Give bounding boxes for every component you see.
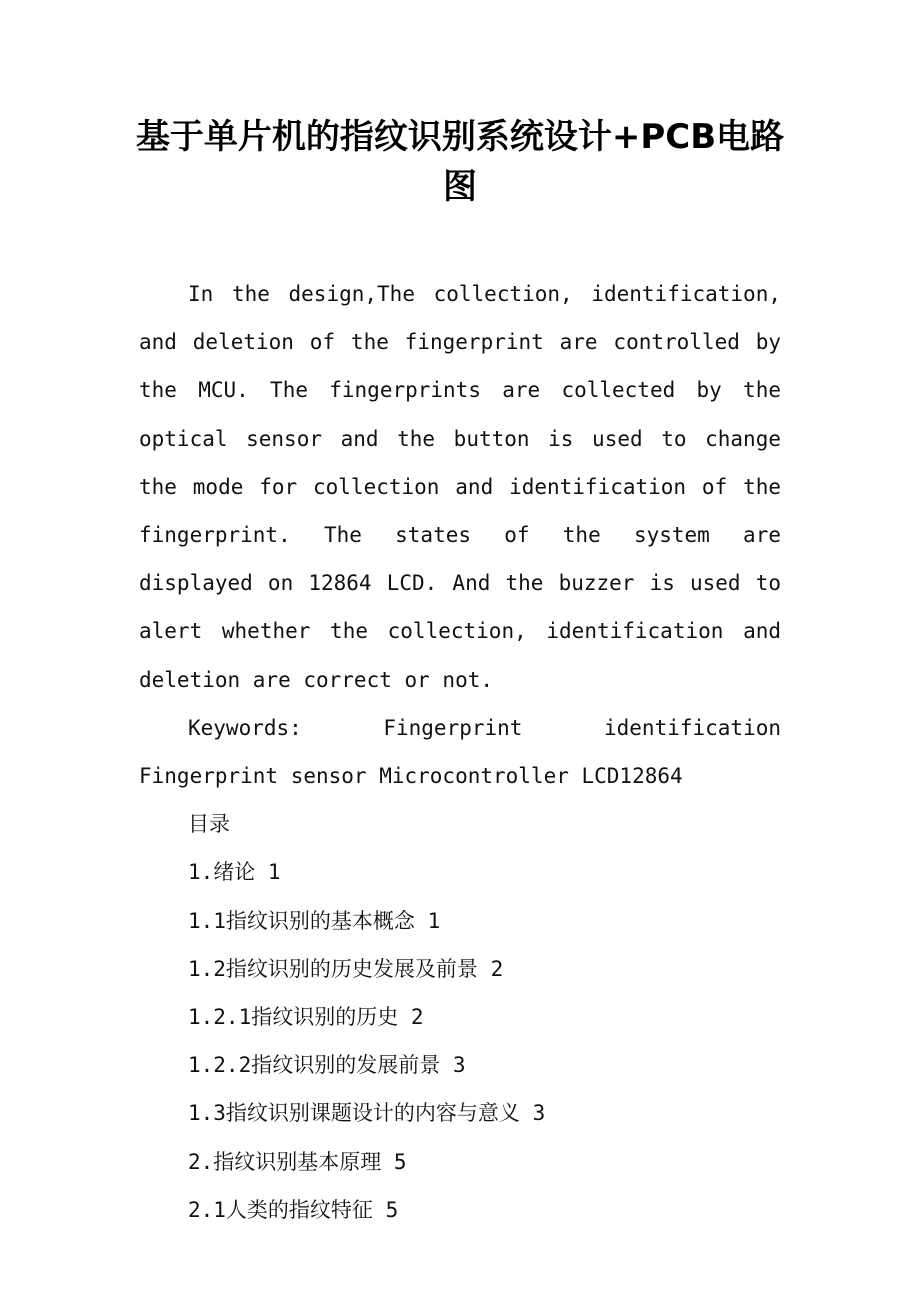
toc-item: 1.2.2指纹识别的发展前景 3 bbox=[188, 1053, 466, 1078]
toc-item: 2.指纹识别基本原理 5 bbox=[188, 1149, 407, 1174]
table-of-contents bbox=[139, 800, 781, 1234]
keywords-paragraph: Keywords: Fingerprint identification Fingerprint sensor Microcontroller LCD12864 bbox=[139, 715, 781, 789]
document-title: 基于单片机的指纹识别系统设计+PCB电路图 bbox=[135, 117, 785, 207]
toc-item: 1.3指纹识别课题设计的内容与意义 3 bbox=[188, 1101, 546, 1126]
toc-heading: 目录 bbox=[188, 812, 230, 837]
toc-item: 1.1指纹识别的基本概念 1 bbox=[188, 908, 441, 933]
toc-item: 2.1人类的指纹特征 5 bbox=[188, 1197, 399, 1222]
toc-item: 1.2.1指纹识别的历史 2 bbox=[188, 1005, 424, 1030]
abstract-paragraph: In the design,The collection, identification, and deletion of the fingerprint are controlled by the MCU. The fingerprints are collected by the optical sensor and the button is used to change the mode for collection and identification of the fingerprint. The states of the system are displayed on 12864 LCD. And the buzzer is used to alert whether the collection, identification and deletion are correct or not. bbox=[139, 282, 781, 692]
toc-item: 1.2指纹识别的历史发展及前景 2 bbox=[188, 956, 504, 981]
toc-item: 1.绪论 1 bbox=[188, 860, 281, 885]
document-body bbox=[139, 270, 781, 1234]
